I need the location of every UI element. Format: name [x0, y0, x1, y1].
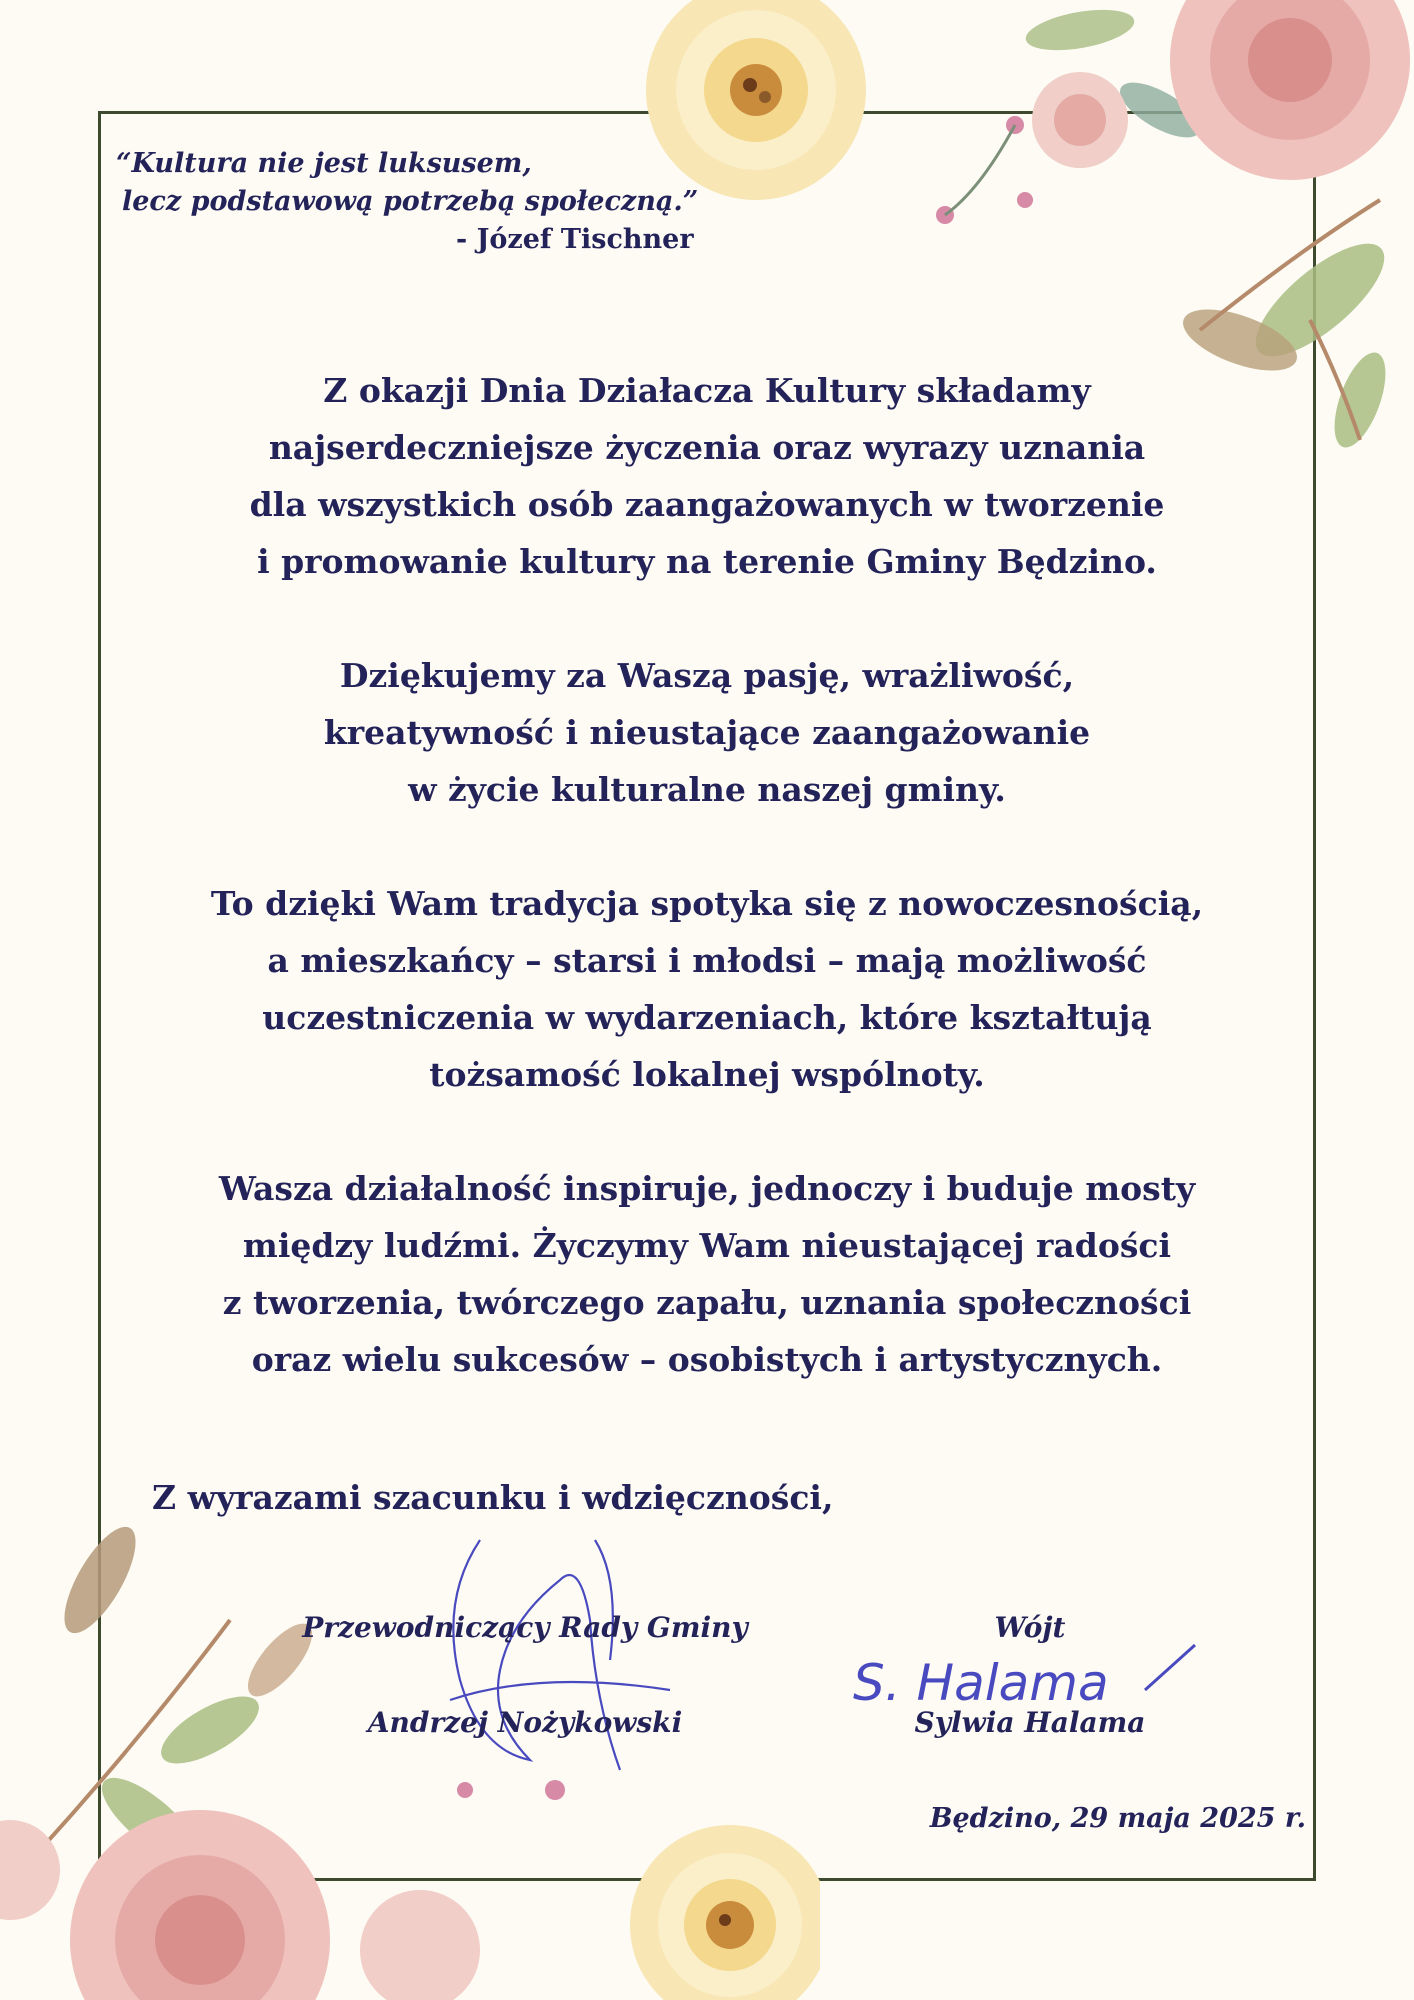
quote-author: - Józef Tischner [456, 224, 694, 255]
paragraph-line: w życie kulturalne naszej gminy. [408, 770, 1006, 809]
paragraph-line: kreatywność i nieustające zaangażowanie [323, 713, 1091, 752]
quote-line-2: lecz podstawową potrzebą społeczną.” [122, 186, 699, 217]
date-line: Będzino, 29 maja 2025 r. [929, 1803, 1306, 1834]
paragraph-line: tożsamość lokalnej wspólnoty. [429, 1055, 985, 1094]
quote-line-1: “Kultura nie jest luksusem, [116, 148, 532, 179]
signatory-right-role: Wójt [994, 1611, 1066, 1644]
signatory-right [880, 1611, 1180, 1739]
paragraph-line: dla wszystkich osób zaangażowanych w tworzenie [249, 485, 1165, 524]
closing-line: Z wyrazami szacunku i wdzięczności, [152, 1478, 834, 1517]
signatory-left [290, 1611, 760, 1739]
paragraph-line: najserdeczniejsze życzenia oraz wyrazy uznania [268, 428, 1146, 467]
paragraph-line: uczestniczenia w wydarzeniach, które kształtują [262, 998, 1152, 1037]
paragraph [150, 1160, 1264, 1388]
paragraph [150, 875, 1264, 1103]
paragraph-line: oraz wielu sukcesów – osobistych i artystycznych. [251, 1340, 1163, 1379]
paragraph-line: a mieszkańcy – starsi i młodsi – mają możliwość [267, 941, 1147, 980]
paragraph-line: między ludźmi. Życzymy Wam nieustającej radości [242, 1226, 1172, 1265]
paragraph-line: Z okazji Dnia Działacza Kultury składamy [323, 371, 1091, 410]
paragraph-line: z tworzenia, twórczego zapału, uznania społeczności [222, 1283, 1192, 1322]
signatory-left-role: Przewodniczący Rady Gminy [302, 1611, 748, 1644]
motto-quote [110, 145, 698, 259]
signature-right-text: S. Halama [853, 1654, 1109, 1712]
signatory-right-name: Sylwia Halama [914, 1706, 1146, 1739]
paragraph-line: Dziękujemy za Waszą pasję, wrażliwość, [339, 656, 1075, 695]
letter-body [150, 362, 1264, 1445]
paragraph-line: Wasza działalność inspiruje, jednoczy i buduje mosty [218, 1169, 1196, 1208]
paragraph [150, 362, 1264, 590]
paragraph-line: To dzięki Wam tradycja spotyka się z nowoczesnością, [210, 884, 1204, 923]
paragraph-line: i promowanie kultury na terenie Gminy Będzino. [257, 542, 1157, 581]
paragraph [150, 647, 1264, 818]
signatory-left-name: Andrzej Nożykowski [367, 1706, 683, 1739]
